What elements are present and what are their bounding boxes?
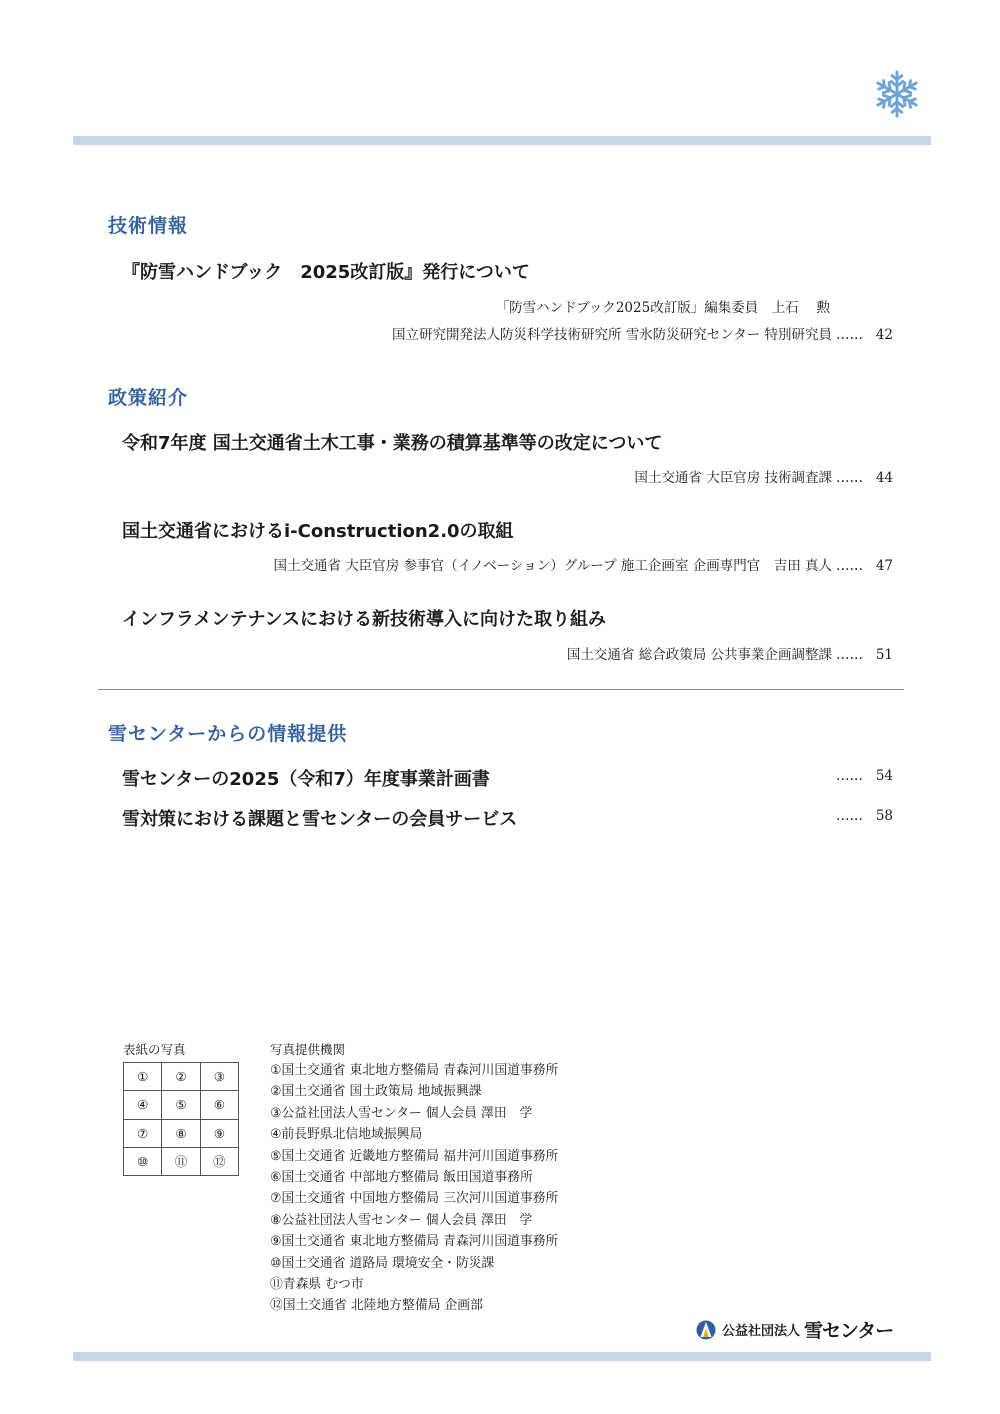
grid-cell: ④ (124, 1091, 162, 1119)
photo-credits-list (270, 1060, 558, 1317)
article-byline-handbook-editor: 「防雪ハンドブック2025改訂版」編集委員 上石 勲 (495, 300, 830, 316)
publisher-prefix: 公益社団法人 (722, 1324, 801, 1339)
toc-page-member-services (836, 808, 893, 824)
grid-cell: ⑨ (201, 1120, 239, 1148)
article-title-member-services[interactable]: 雪対策における課題と雪センターの会員サービス (122, 809, 518, 830)
leader-dots: …… (836, 558, 863, 574)
list-item: ⑧公益社団法人雪センター 個人会員 澤田 学 (270, 1212, 533, 1228)
grid-cell: ⑫ (201, 1148, 239, 1176)
grid-cell: ③ (201, 1063, 239, 1091)
grid-cell: ⑥ (201, 1091, 239, 1119)
list-item: ②国土交通省 国土政策局 地域振興課 (270, 1084, 482, 1100)
grid-cell: ② (162, 1063, 200, 1091)
byline-text: 国土交通省 大臣官房 技術調査課 (634, 470, 832, 486)
grid-cell: ⑪ (162, 1148, 200, 1176)
page-number: 42 (875, 327, 893, 343)
article-byline-estimation-standards (634, 466, 893, 486)
list-item: ①国土交通省 東北地方整備局 青森河川国道事務所 (270, 1063, 559, 1078)
list-item: ⑪青森県 むつ市 (270, 1277, 364, 1293)
page-number: 58 (875, 808, 893, 824)
photo-credits-heading: 写真提供機関 (270, 1042, 346, 1057)
toc-page-business-plan (836, 768, 893, 784)
grid-cell: ⑦ (124, 1120, 162, 1148)
leader-dots: …… (836, 808, 863, 824)
cover-photo-grid (123, 1062, 239, 1176)
leader-dots: …… (836, 327, 863, 343)
article-byline-i-construction (274, 554, 894, 574)
snow-center-logo-icon (696, 1318, 716, 1342)
article-title-infra-maintenance[interactable]: インフラメンテナンスにおける新技術導入に向けた取り組み (122, 609, 607, 630)
article-byline-handbook-affiliation (392, 323, 893, 343)
footer-band (73, 1352, 931, 1361)
section-title-policy: 政策紹介 (108, 387, 189, 409)
publisher-logo (696, 1316, 893, 1343)
leader-dots: …… (836, 647, 863, 663)
page-number: 44 (875, 470, 893, 486)
list-item: ③公益社団法人雪センター 個人会員 澤田 学 (270, 1105, 533, 1121)
leader-dots: …… (836, 470, 863, 486)
cover-photo-label: 表紙の写真 (123, 1042, 186, 1057)
grid-cell: ① (124, 1063, 162, 1091)
article-title-i-construction[interactable]: 国土交通省におけるi-Construction2.0の取組 (122, 521, 514, 542)
list-item: ④前長野県北信地域振興局 (270, 1127, 423, 1143)
list-item: ⑥国土交通省 中部地方整備局 飯田国道事務所 (270, 1170, 533, 1186)
grid-cell: ⑧ (162, 1120, 200, 1148)
page-number: 54 (875, 768, 893, 784)
grid-cell: ⑩ (124, 1148, 162, 1176)
byline-text: 国土交通省 総合政策局 公共事業企画調整課 (566, 647, 832, 663)
page-number: 51 (875, 647, 893, 663)
page-number: 47 (875, 558, 893, 574)
byline-text: 国立研究開発法人防災科学技術研究所 雪氷防災研究センター 特別研究員 (391, 327, 832, 343)
list-item: ⑩国土交通省 道路局 環境安全・防災課 (270, 1255, 495, 1271)
list-item: ⑫国土交通省 北陸地方整備局 企画部 (270, 1298, 483, 1314)
section-title-tech: 技術情報 (108, 215, 189, 237)
list-item: ⑨国土交通省 東北地方整備局 青森河川国道事務所 (270, 1234, 559, 1250)
section-divider (98, 689, 904, 690)
list-item: ⑦国土交通省 中国地方整備局 三次河川国道事務所 (270, 1191, 559, 1207)
article-title-handbook[interactable]: 『防雪ハンドブック 2025改訂版』発行について (122, 262, 530, 283)
byline-text: 国土交通省 大臣官房 参事官（イノベーション）グループ 施工企画室 企画専門官 吉田 真人 (273, 558, 832, 574)
publisher-name: 雪センター (804, 1320, 894, 1342)
article-title-business-plan[interactable]: 雪センターの2025（令和7）年度事業計画書 (122, 769, 490, 790)
snowflake-icon (872, 68, 922, 120)
section-title-center: 雪センターからの情報提供 (108, 723, 348, 745)
leader-dots: …… (836, 768, 863, 784)
list-item: ⑤国土交通省 近畿地方整備局 福井河川国道事務所 (270, 1148, 559, 1164)
grid-cell: ⑤ (162, 1091, 200, 1119)
article-title-estimation-standards[interactable]: 令和7年度 国土交通省土木工事・業務の積算基準等の改定について (122, 433, 663, 454)
header-band (73, 136, 931, 145)
article-byline-infra-maintenance (567, 643, 893, 663)
